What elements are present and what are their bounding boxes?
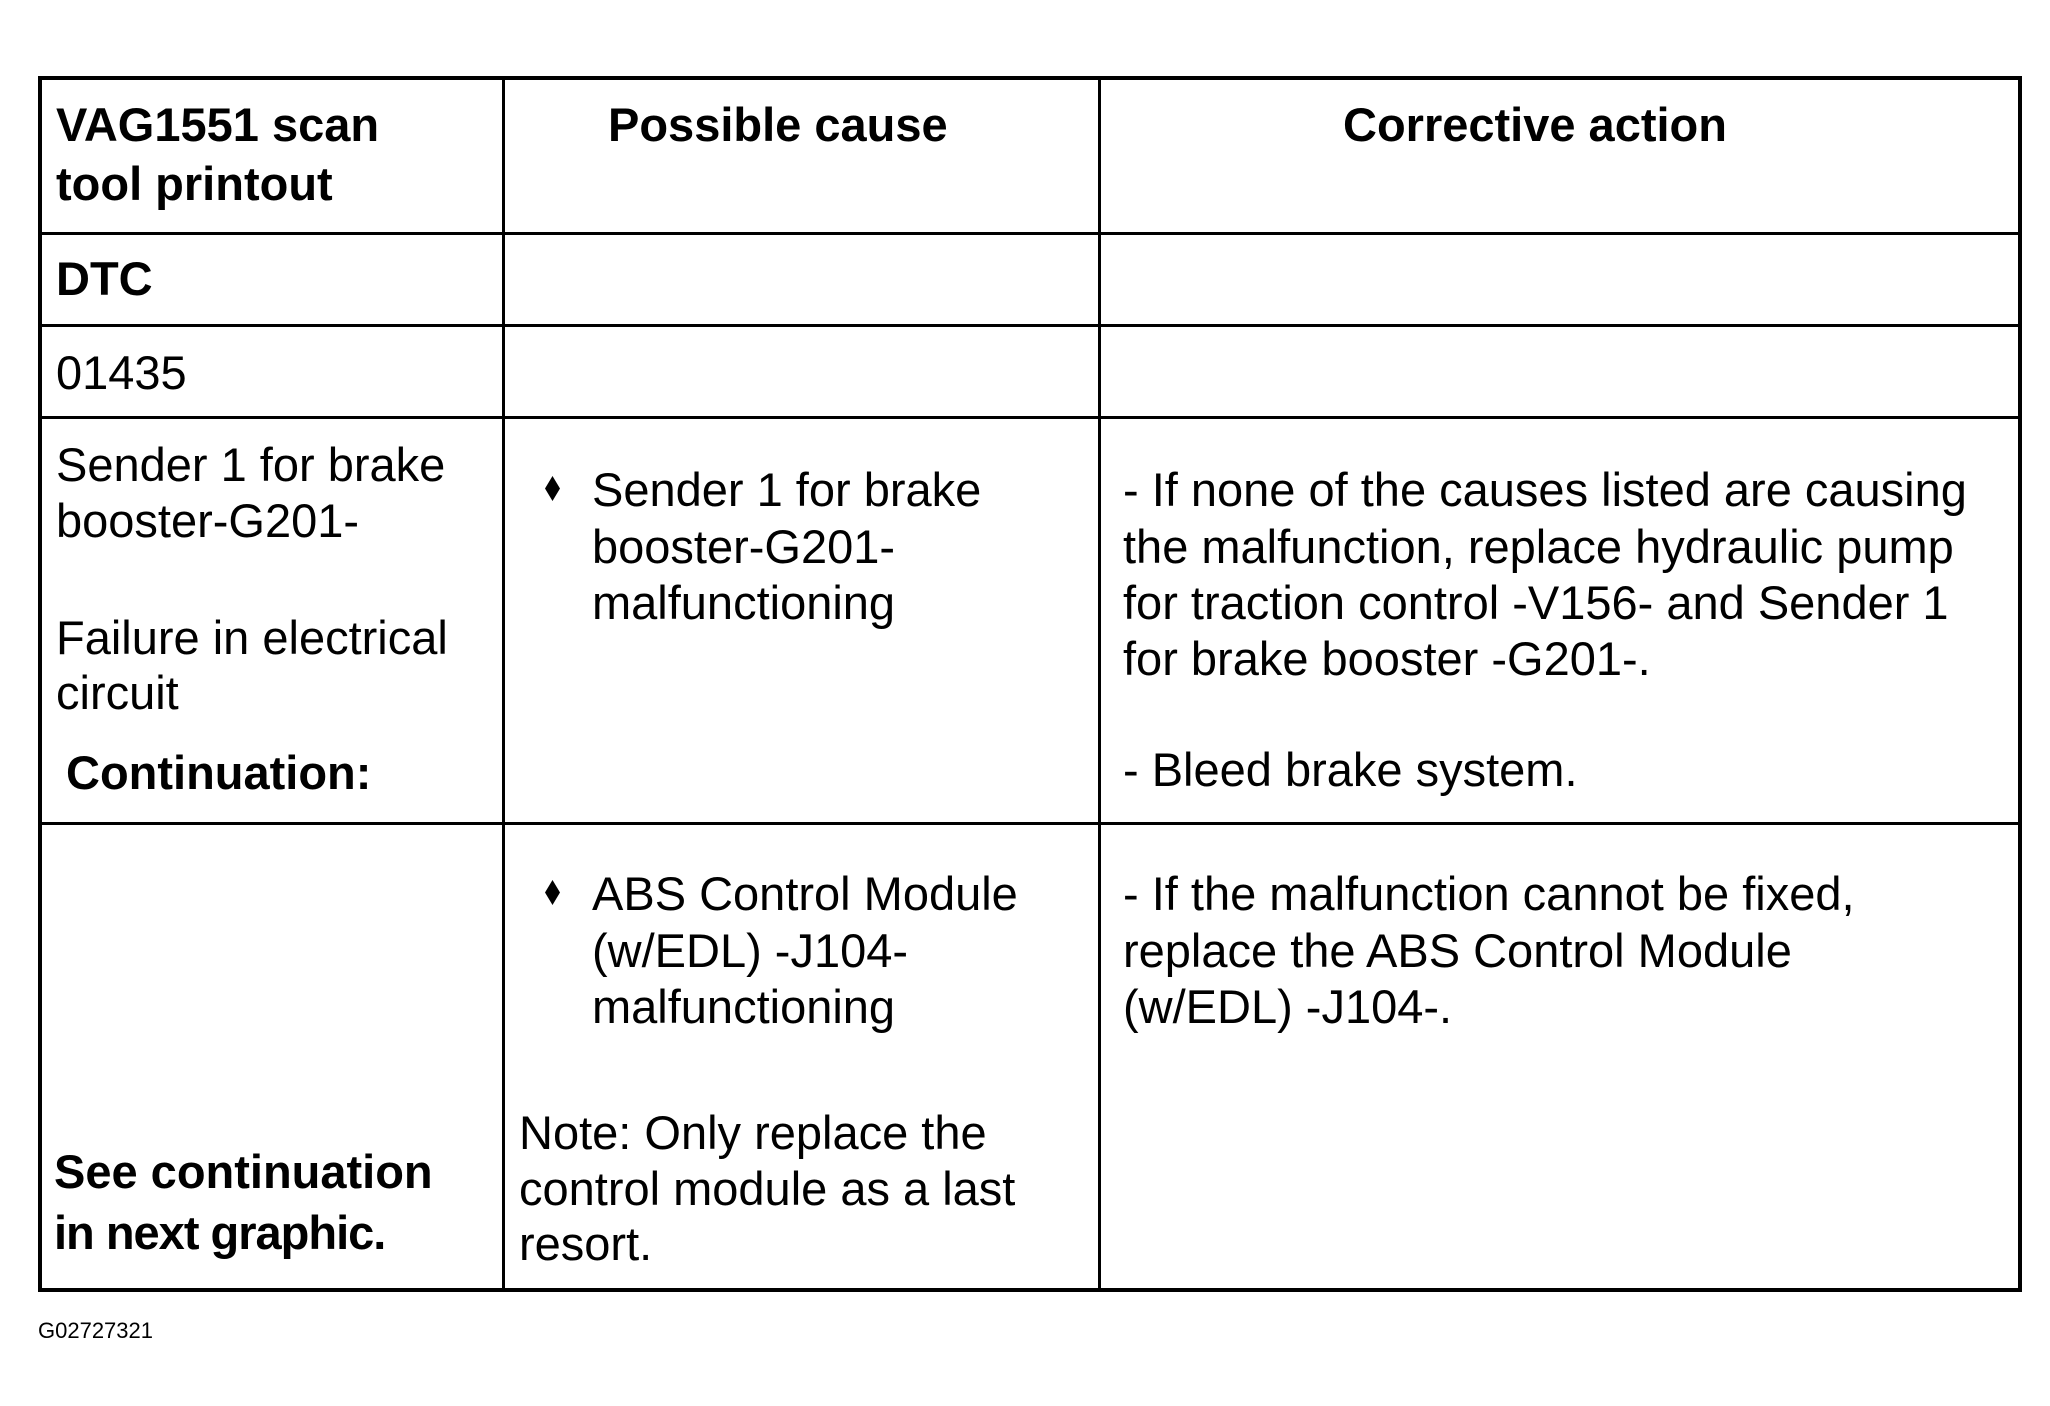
row1-action-line2: the malfunction, replace hydraulic pump	[1123, 520, 1954, 573]
row2-note-line1: Note: Only replace the	[519, 1106, 987, 1159]
row1-action-bleed: - Bleed brake system.	[1123, 743, 1578, 796]
row-divider-header	[42, 232, 2018, 235]
row1-action-line3: for traction control -V156- and Sender 1	[1123, 576, 1949, 629]
row2-note-line2: control module as a last	[519, 1162, 1016, 1215]
dtc-label: DTC	[56, 252, 153, 305]
dtc-code: 01435	[56, 346, 187, 399]
row1-cause-line1: Sender 1 for brake	[592, 463, 982, 516]
header-scan-tool-line2: tool printout	[56, 157, 333, 210]
header-scan-tool-line1: VAG1551 scan	[56, 98, 380, 151]
row-divider-dtc	[42, 324, 2018, 327]
row2-cause-line1: ABS Control Module	[592, 867, 1018, 920]
row1-failure-line2: circuit	[56, 666, 179, 719]
dtc-table	[38, 76, 2022, 1292]
header-corrective-action: Corrective action	[1343, 98, 1727, 151]
row-divider-code	[42, 416, 2018, 419]
row1-failure-line1: Failure in electrical	[56, 611, 448, 664]
row1-action-line1: - If none of the causes listed are causing	[1123, 463, 1967, 516]
row1-symptom-line1: Sender 1 for brake	[56, 438, 446, 491]
row-divider-row1	[42, 822, 2018, 825]
row2-cause-line3: malfunctioning	[592, 980, 896, 1033]
row1-cause-line2: booster-G201-	[592, 520, 896, 573]
column-divider-2	[1098, 80, 1101, 1288]
figure-id: G02727321	[38, 1318, 153, 1343]
row2-continuation-line1: See continuation	[54, 1145, 433, 1198]
row1-cause-line3: malfunctioning	[592, 576, 896, 629]
row1-continuation-label: Continuation:	[66, 746, 372, 799]
row2-action-line1: - If the malfunction cannot be fixed,	[1123, 867, 1855, 920]
column-divider-1	[502, 80, 505, 1288]
row2-action-line2: replace the ABS Control Module	[1123, 924, 1792, 977]
row2-note-line3: resort.	[519, 1217, 653, 1270]
row2-continuation-line2: in next graphic.	[54, 1206, 386, 1259]
row1-action-line4: for brake booster -G201-.	[1123, 632, 1651, 685]
row1-symptom-line2: booster-G201-	[56, 494, 360, 547]
row2-action-line3: (w/EDL) -J104-.	[1123, 980, 1453, 1033]
row2-cause-line2: (w/EDL) -J104-	[592, 924, 909, 977]
header-possible-cause: Possible cause	[608, 98, 948, 151]
